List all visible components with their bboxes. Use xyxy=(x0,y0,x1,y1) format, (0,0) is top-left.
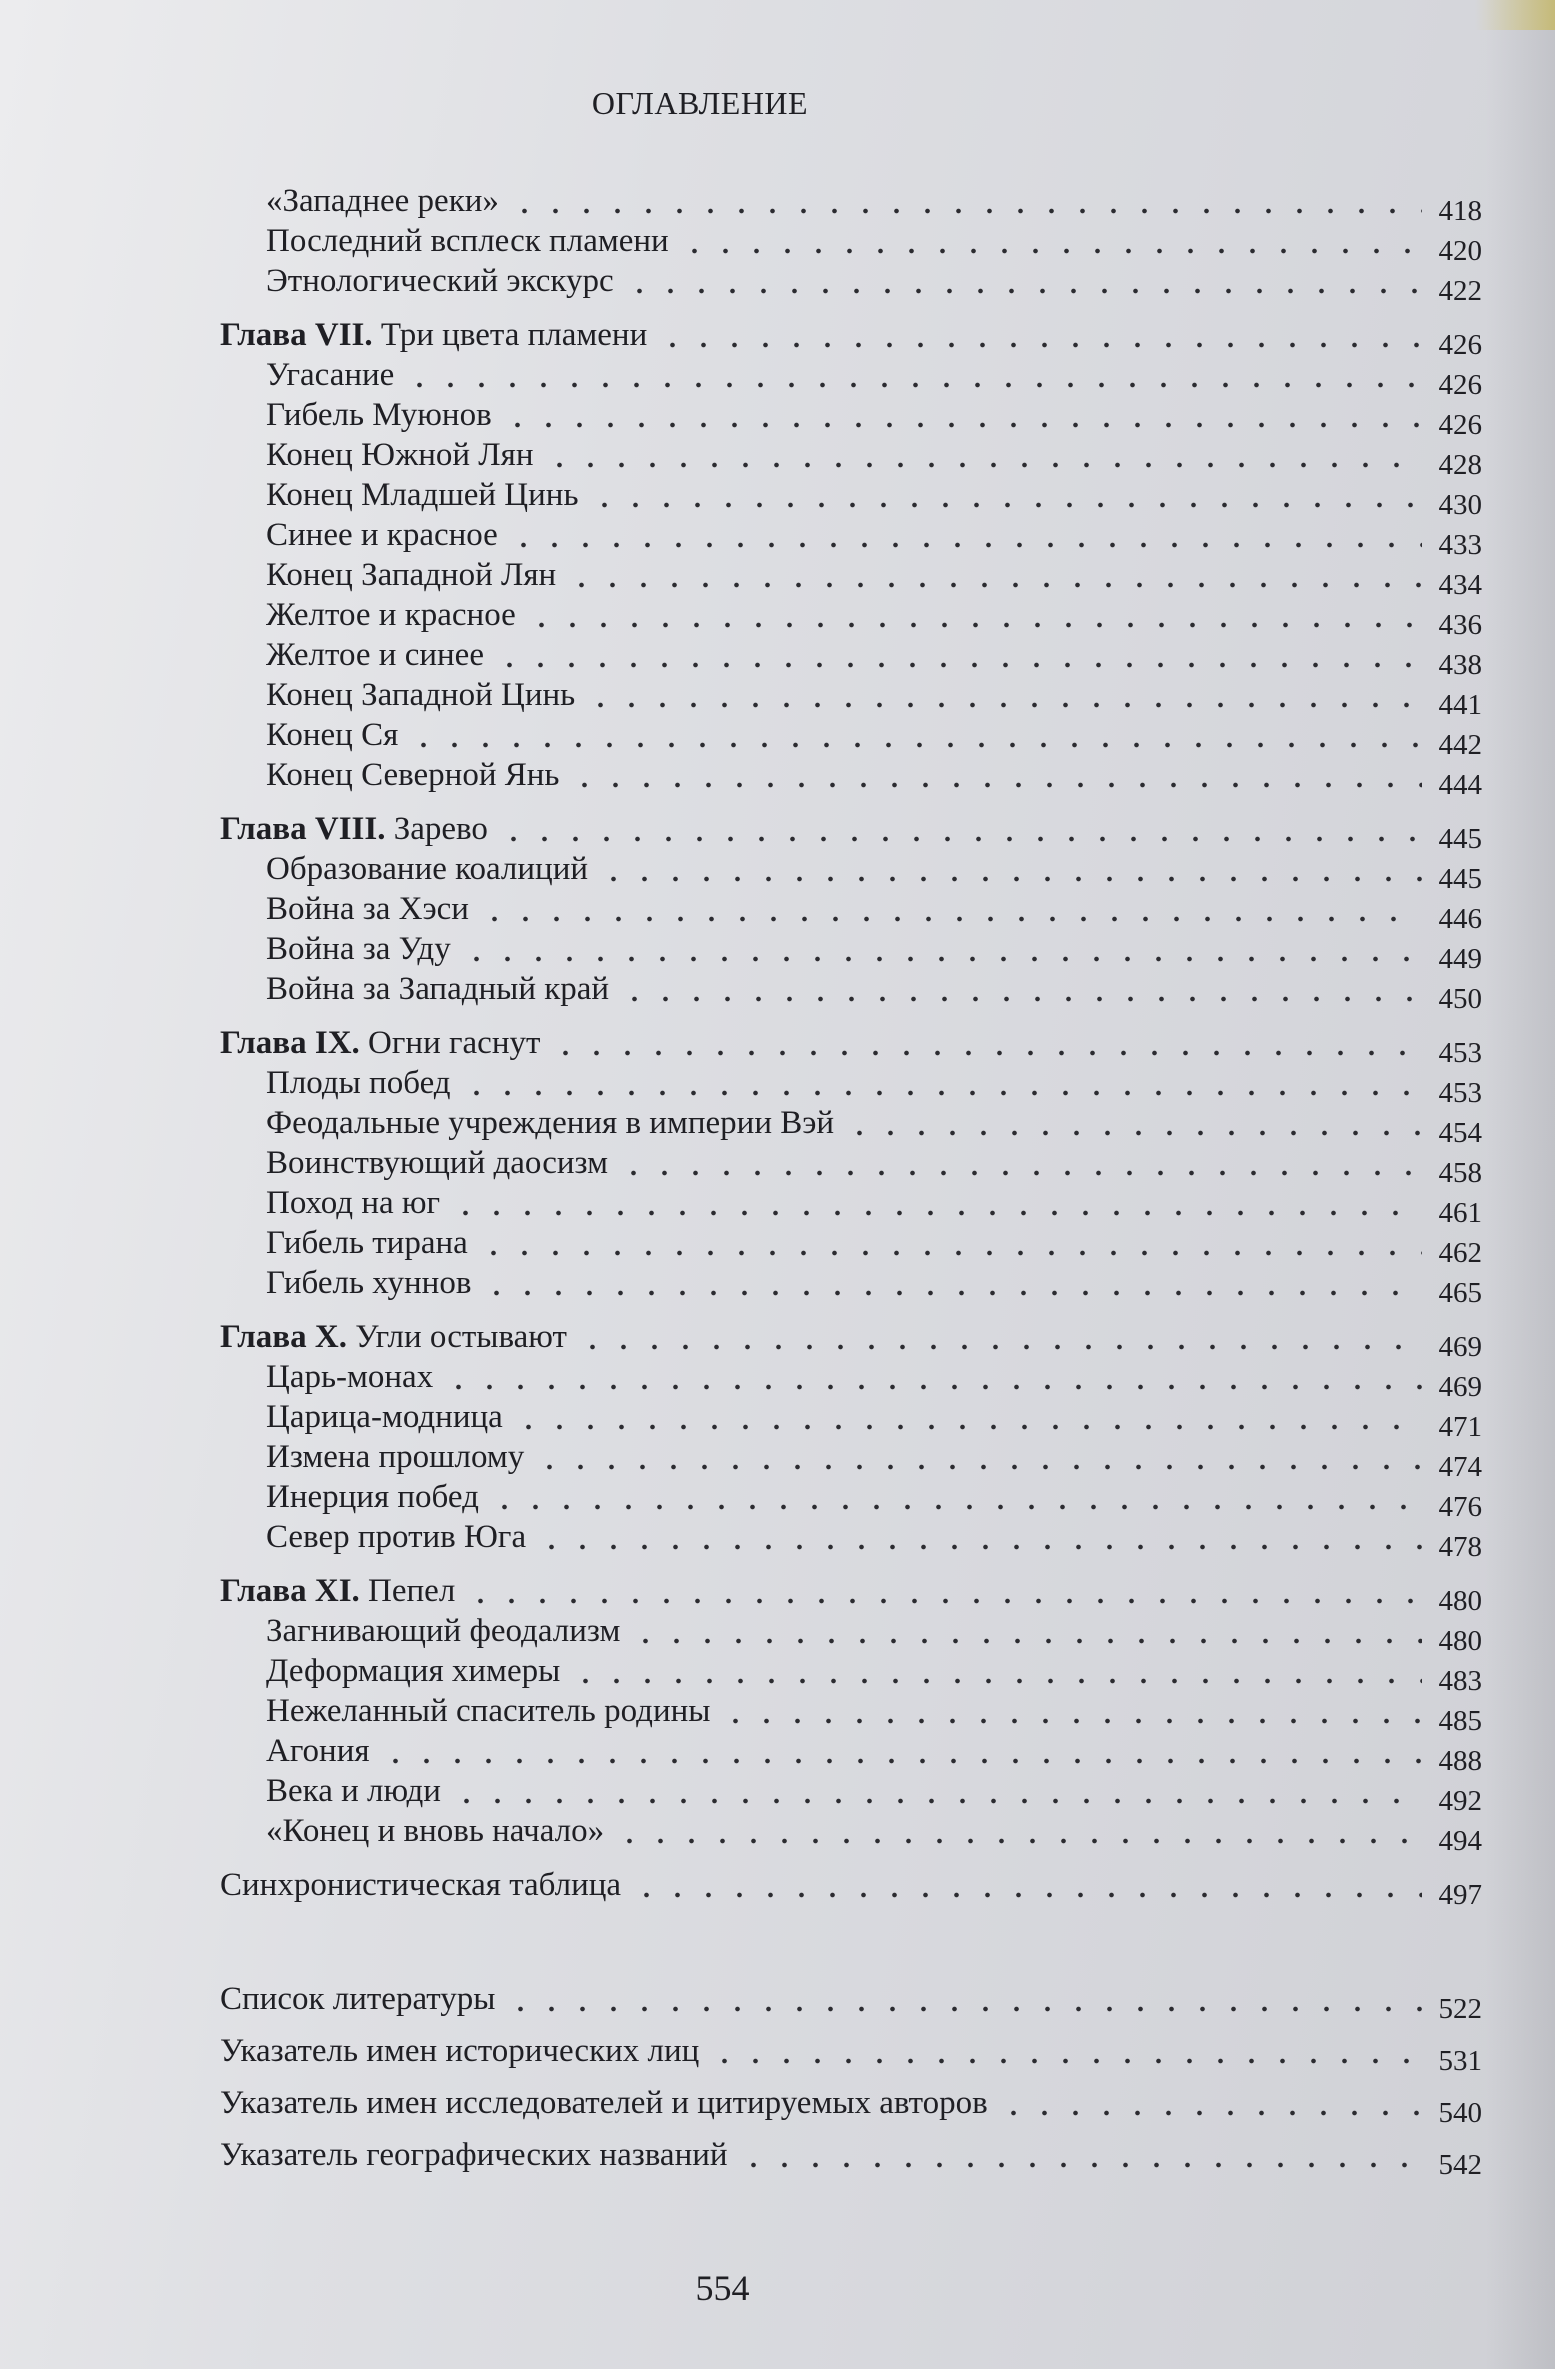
toc-page-number: 469 xyxy=(1438,1371,1482,1403)
toc-entry-text: Деформация химеры xyxy=(266,1653,561,1689)
toc-page-number: 446 xyxy=(1438,903,1482,935)
toc-entry-text: Конец Южной Лян xyxy=(266,437,534,473)
toc-section-entry[interactable] xyxy=(220,1688,1482,1737)
toc-section-entry[interactable] xyxy=(220,218,1482,267)
dot-leader xyxy=(408,742,1422,748)
toc-entry-text: Война за Уду xyxy=(266,931,451,967)
toc-entry-title xyxy=(266,679,585,712)
toc-page-number: 436 xyxy=(1438,609,1482,641)
dot-leader xyxy=(618,1170,1422,1176)
toc-entry-title xyxy=(266,973,619,1006)
dot-leader xyxy=(481,1290,1422,1296)
toc-section-entry[interactable] xyxy=(220,1608,1482,1657)
dot-leader xyxy=(550,1050,1422,1056)
toc-section-entry[interactable] xyxy=(220,1474,1482,1523)
toc-entry-text: Угасание xyxy=(266,357,395,393)
dot-leader xyxy=(624,288,1422,294)
dot-leader xyxy=(598,876,1422,882)
toc-section-entry[interactable] xyxy=(220,886,1482,935)
chapter-label: Глава VII. xyxy=(220,317,373,353)
toc-entry-title xyxy=(266,1695,720,1728)
toc-page-number: 433 xyxy=(1438,529,1482,561)
toc-section-entry[interactable] xyxy=(220,1354,1482,1403)
toc-page-number: 441 xyxy=(1438,689,1482,721)
dot-leader xyxy=(709,2058,1422,2064)
dot-leader xyxy=(461,956,1422,962)
toc-section-entry[interactable] xyxy=(220,1768,1482,1817)
toc-page-number: 420 xyxy=(1438,235,1482,267)
toc-chapter-entry[interactable] xyxy=(220,1314,1482,1363)
toc-section-entry[interactable] xyxy=(220,392,1482,441)
toc-entry-text: Царь-монах xyxy=(266,1359,434,1395)
toc-section-entry[interactable] xyxy=(220,1728,1482,1777)
toc-page-number: 449 xyxy=(1438,943,1482,975)
toc-page-number: 422 xyxy=(1438,275,1482,307)
dot-leader xyxy=(585,702,1422,708)
toc-page-number: 465 xyxy=(1438,1277,1482,1309)
toc-page-number: 540 xyxy=(1438,2097,1482,2129)
toc-entry-title xyxy=(266,439,544,472)
toc-entry-title xyxy=(266,1067,461,1100)
toc-page-number: 442 xyxy=(1438,729,1482,761)
toc-appendix-entry[interactable] xyxy=(220,2120,1482,2181)
chapter-label: Глава X. xyxy=(220,1319,347,1355)
toc-entry-title xyxy=(220,813,498,846)
toc-page-number: 476 xyxy=(1438,1491,1482,1523)
dot-leader xyxy=(720,1718,1422,1724)
toc-section-entry[interactable] xyxy=(220,1220,1482,1269)
toc-page-number: 445 xyxy=(1438,823,1482,855)
toc-entry-title xyxy=(266,1735,380,1768)
toc-entry-title xyxy=(220,1983,505,2016)
toc-entry-title xyxy=(266,479,589,512)
toc-entry-text: Конец Ся xyxy=(266,717,399,753)
dot-leader xyxy=(536,1544,1422,1550)
dot-leader xyxy=(465,1598,1422,1604)
toc-entry-title xyxy=(266,759,569,792)
toc-page-number: 478 xyxy=(1438,1531,1482,1563)
toc-page-number: 453 xyxy=(1438,1077,1482,1109)
toc-entry-text: Инерция побед xyxy=(266,1479,479,1515)
toc-page-number: 458 xyxy=(1438,1157,1482,1189)
toc-page-number: 542 xyxy=(1438,2149,1482,2181)
toc-page-number: 426 xyxy=(1438,409,1482,441)
dot-leader xyxy=(489,1504,1422,1510)
toc-entry-text: Указатель географических названий xyxy=(220,2137,728,2173)
toc-page-number: 426 xyxy=(1438,369,1482,401)
toc-entry-title xyxy=(266,1775,451,1808)
toc-section-entry[interactable] xyxy=(220,178,1482,227)
toc-page-number: 469 xyxy=(1438,1331,1482,1363)
toc-entry-text: Список литературы xyxy=(220,1981,496,2017)
toc-entry-title xyxy=(266,1361,443,1394)
toc-entry-text: Гибель Муюнов xyxy=(266,397,492,433)
toc-page-number: 494 xyxy=(1438,1825,1482,1857)
toc-section-entry[interactable] xyxy=(220,926,1482,975)
toc-entry-text: Гибель хуннов xyxy=(266,1265,472,1301)
toc-entry-title xyxy=(266,639,494,672)
toc-section-entry[interactable] xyxy=(220,846,1482,895)
toc-entry-text: Нежеланный спаситель родины xyxy=(266,1693,711,1729)
toc-page-number: 445 xyxy=(1438,863,1482,895)
dot-leader xyxy=(494,662,1422,668)
toc-section-entry[interactable] xyxy=(220,1260,1482,1309)
toc-entry-title xyxy=(266,599,526,632)
dot-leader xyxy=(566,582,1422,588)
chapter-label: Глава VIII. xyxy=(220,811,386,847)
toc-page-number: 434 xyxy=(1438,569,1482,601)
toc-entry-text: Желтое и красное xyxy=(266,597,516,633)
toc-entry-text: Пепел xyxy=(368,1573,456,1609)
toc-page-number: 418 xyxy=(1438,195,1482,227)
toc-entry-text: Конец Северной Янь xyxy=(266,757,560,793)
dot-leader xyxy=(479,916,1422,922)
dot-leader xyxy=(461,1090,1422,1096)
toc-entry-title xyxy=(266,359,404,392)
toc-entry-title xyxy=(266,225,679,258)
toc-section-entry[interactable] xyxy=(220,752,1482,801)
toc-entry-title xyxy=(266,1481,489,1514)
toc-entry-text: Плоды побед xyxy=(266,1065,451,1101)
toc-entry-text: «Западнее реки» xyxy=(266,183,499,219)
toc-entry-title xyxy=(266,1401,513,1434)
toc-entry-text: Образование коалиций xyxy=(266,851,589,887)
toc-entry-title xyxy=(266,185,509,218)
toc-page-number: 497 xyxy=(1438,1879,1482,1911)
toc-page-number: 471 xyxy=(1438,1411,1482,1443)
toc-entry-text: Желтое и синее xyxy=(266,637,484,673)
toc-entry-text: Конец Западной Лян xyxy=(266,557,557,593)
toc-entry-text: Века и люди xyxy=(266,1773,441,1809)
toc-section-entry[interactable] xyxy=(220,1394,1482,1443)
toc-entry-text: Три цвета пламени xyxy=(380,317,648,353)
toc-section-entry[interactable] xyxy=(220,352,1482,401)
toc-page-number: 480 xyxy=(1438,1625,1482,1657)
toc-entry-text: Указатель имен исторических лиц xyxy=(220,2033,700,2069)
toc-section-entry[interactable] xyxy=(220,712,1482,761)
toc-entry-title xyxy=(266,265,624,298)
toc-entry-title xyxy=(220,319,657,352)
toc-entry-title xyxy=(266,1815,614,1848)
toc-section-entry[interactable] xyxy=(220,1140,1482,1189)
dot-leader xyxy=(443,1384,1422,1390)
toc-entry-title xyxy=(266,893,479,926)
toc-entry-title xyxy=(266,399,502,432)
dot-leader xyxy=(738,2162,1422,2168)
toc-page-number: 522 xyxy=(1438,1993,1482,2025)
toc-entry-title xyxy=(220,2139,738,2172)
toc-entry-title xyxy=(266,1147,618,1180)
toc-chapter-entry[interactable] xyxy=(220,806,1482,855)
toc-page-number: 492 xyxy=(1438,1785,1482,1817)
toc-section-entry[interactable] xyxy=(220,1100,1482,1149)
dot-leader xyxy=(509,208,1422,214)
toc-entry-title xyxy=(220,2087,998,2120)
page-number: 554 xyxy=(695,2268,750,2308)
toc-section-entry[interactable] xyxy=(220,632,1482,681)
dot-leader xyxy=(998,2110,1422,2116)
toc-page-number: 485 xyxy=(1438,1705,1482,1737)
toc-entry-title xyxy=(266,719,408,752)
toc-section-entry[interactable] xyxy=(220,512,1482,561)
toc-page-number: 462 xyxy=(1438,1237,1482,1269)
toc-appendix-entry[interactable] xyxy=(220,2016,1482,2077)
toc-entry-text: Война за Западный край xyxy=(266,971,610,1007)
dot-leader xyxy=(450,1210,1422,1216)
toc-section-entry[interactable] xyxy=(220,552,1482,601)
toc-entry-text: Агония xyxy=(266,1733,370,1769)
toc-entry-title xyxy=(266,1615,630,1648)
toc-entry-text: Последний всплеск пламени xyxy=(266,223,669,259)
toc-section-entry[interactable] xyxy=(220,592,1482,641)
toc-section-entry[interactable] xyxy=(220,432,1482,481)
toc-page-number: 480 xyxy=(1438,1585,1482,1617)
dot-leader xyxy=(679,248,1422,254)
toc-page-number: 453 xyxy=(1438,1037,1482,1069)
toc-chapter-entry[interactable] xyxy=(220,312,1482,361)
dot-leader xyxy=(569,782,1422,788)
dot-leader xyxy=(513,1424,1422,1430)
toc-section-entry[interactable] xyxy=(220,1180,1482,1229)
toc-page-number: 483 xyxy=(1438,1665,1482,1697)
chapter-label: Глава IX. xyxy=(220,1025,360,1061)
dot-leader xyxy=(630,1638,1422,1644)
toc-entry-text: Поход на юг xyxy=(266,1185,441,1221)
chapter-label: Глава XI. xyxy=(220,1573,360,1609)
dot-leader xyxy=(508,542,1422,548)
toc-entry-text: Феодальные учреждения в империи Вэй xyxy=(266,1105,835,1141)
toc-page-number: 438 xyxy=(1438,649,1482,681)
toc-entry-title xyxy=(266,1441,534,1474)
dot-leader xyxy=(589,502,1422,508)
toc-entry-title xyxy=(266,1187,450,1220)
dot-leader xyxy=(534,1464,1422,1470)
dot-leader xyxy=(657,342,1422,348)
toc-entry-text: Синхронистическая таблица xyxy=(220,1867,622,1903)
dot-leader xyxy=(570,1678,1422,1684)
toc-entry-title xyxy=(266,1655,570,1688)
toc-entry-title xyxy=(266,1267,481,1300)
table-of-contents xyxy=(220,178,1482,2181)
toc-entry-title xyxy=(266,933,461,966)
toc-entry-title xyxy=(266,559,566,592)
dot-leader xyxy=(631,1892,1422,1898)
toc-entry-text: Угли остывают xyxy=(355,1319,567,1355)
toc-entry-text: Указатель имен исследователей и цитируемых авторов xyxy=(220,2085,988,2121)
dot-leader xyxy=(619,996,1422,1002)
toc-appendix-entry[interactable] xyxy=(220,1862,1482,1911)
toc-entry-title xyxy=(266,1107,844,1140)
toc-entry-title xyxy=(220,1575,465,1608)
toc-entry-text: Огни гаснут xyxy=(368,1025,541,1061)
dot-leader xyxy=(498,836,1422,842)
toc-chapter-entry[interactable] xyxy=(220,1568,1482,1617)
dot-leader xyxy=(505,2006,1422,2012)
toc-section-entry[interactable] xyxy=(220,966,1482,1015)
toc-entry-text: Север против Юга xyxy=(266,1519,527,1555)
toc-entry-text: Конец Западной Цинь xyxy=(266,677,576,713)
toc-entry-text: Война за Хэси xyxy=(266,891,469,927)
dot-leader xyxy=(478,1250,1422,1256)
toc-section-entry[interactable] xyxy=(220,1648,1482,1697)
toc-entry-title xyxy=(220,1869,631,1902)
toc-section-entry[interactable] xyxy=(220,1808,1482,1857)
toc-entry-text: Конец Младшей Цинь xyxy=(266,477,579,513)
toc-page-number: 454 xyxy=(1438,1117,1482,1149)
toc-entry-title xyxy=(220,1321,577,1354)
toc-appendix-entry[interactable] xyxy=(220,2068,1482,2129)
toc-entry-text: Гибель тирана xyxy=(266,1225,468,1261)
dot-leader xyxy=(526,622,1422,628)
dot-leader xyxy=(577,1344,1422,1350)
toc-page-number: 474 xyxy=(1438,1451,1482,1483)
dot-leader xyxy=(451,1798,1422,1804)
dot-leader xyxy=(404,382,1422,388)
dot-leader xyxy=(614,1838,1422,1844)
toc-entry-text: Измена прошлому xyxy=(266,1439,525,1475)
dot-leader xyxy=(544,462,1423,468)
toc-section-entry[interactable] xyxy=(220,672,1482,721)
toc-page-number: 430 xyxy=(1438,489,1482,521)
toc-entry-text: Синее и красное xyxy=(266,517,498,553)
toc-page-number: 450 xyxy=(1438,983,1482,1015)
toc-entry-text: Воинствующий даосизм xyxy=(266,1145,609,1181)
toc-entry-text: Зарево xyxy=(393,811,488,847)
toc-entry-text: «Конец и вновь начало» xyxy=(266,1813,605,1849)
toc-section-entry[interactable] xyxy=(220,258,1482,307)
toc-page-number: 531 xyxy=(1438,2045,1482,2077)
toc-entry-title xyxy=(220,1027,550,1060)
running-head: ОГЛАВЛЕНИЕ xyxy=(591,85,809,121)
toc-entry-title xyxy=(266,853,598,886)
dot-leader xyxy=(844,1130,1422,1136)
dot-leader xyxy=(502,422,1422,428)
toc-section-entry[interactable] xyxy=(220,1060,1482,1109)
toc-page-number: 428 xyxy=(1438,449,1482,481)
toc-entry-title xyxy=(266,1521,536,1554)
toc-entry-text: Загнивающий феодализм xyxy=(266,1613,621,1649)
toc-page-number: 426 xyxy=(1438,329,1482,361)
toc-section-entry[interactable] xyxy=(220,472,1482,521)
dot-leader xyxy=(380,1758,1422,1764)
toc-page-number: 444 xyxy=(1438,769,1482,801)
toc-appendix-entry[interactable] xyxy=(220,1964,1482,2025)
toc-section-entry[interactable] xyxy=(220,1514,1482,1563)
toc-entry-text: Этнологический экскурс xyxy=(266,263,614,299)
toc-section-entry[interactable] xyxy=(220,1434,1482,1483)
toc-entry-title xyxy=(220,2035,709,2068)
toc-chapter-entry[interactable] xyxy=(220,1020,1482,1069)
toc-page-number: 461 xyxy=(1438,1197,1482,1229)
toc-entry-title xyxy=(266,1227,478,1260)
toc-page-number: 488 xyxy=(1438,1745,1482,1777)
toc-entry-title xyxy=(266,519,508,552)
toc-entry-text: Царица-модница xyxy=(266,1399,503,1435)
